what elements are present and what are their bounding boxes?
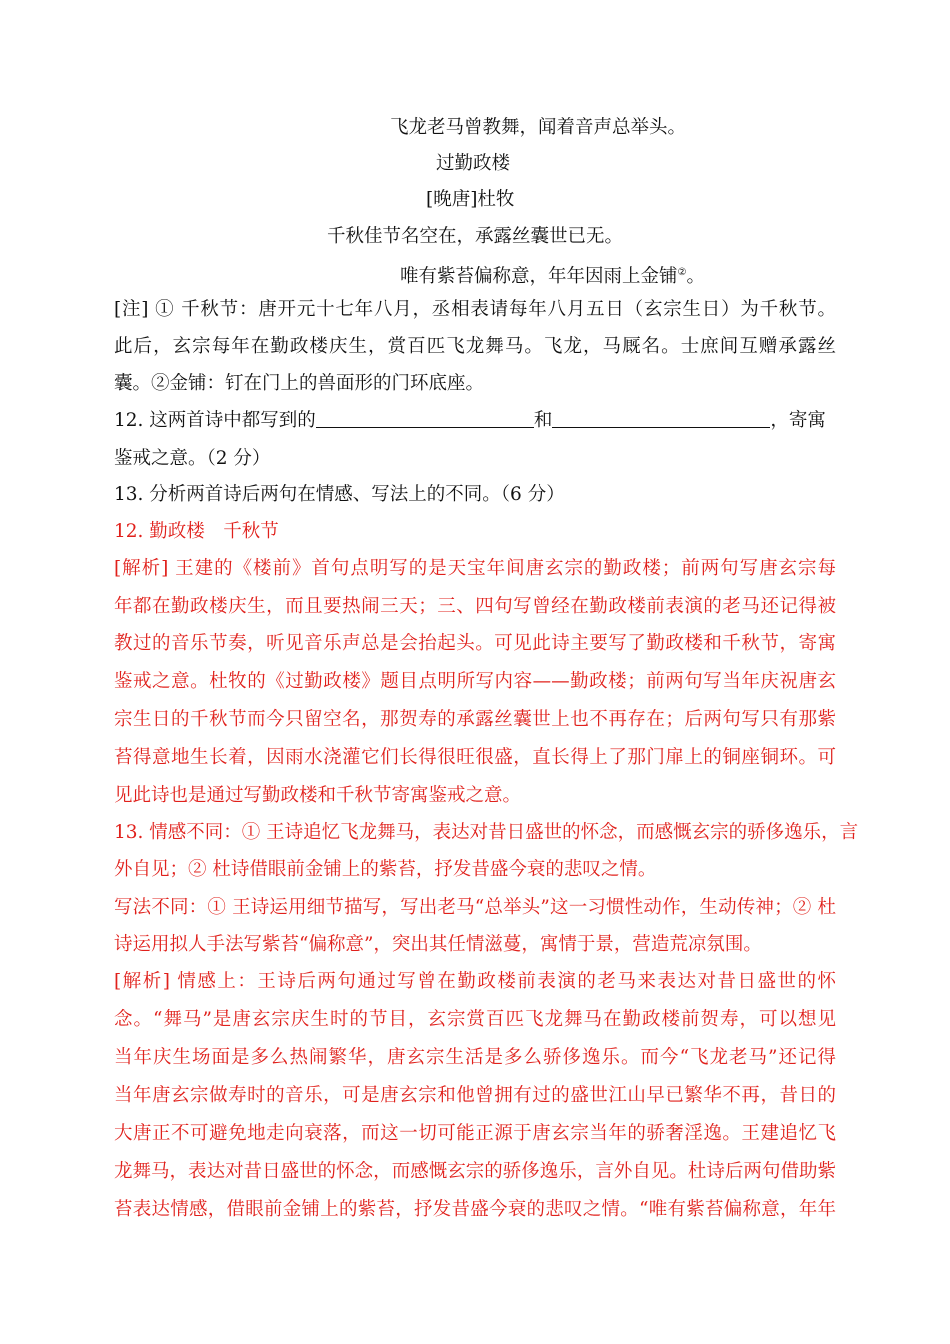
answer-line: 教过的音乐节奏，听见音乐声总是会抬起头。可见此诗主要写了勤政楼和千秋节，寄寓 [114,633,836,654]
poem2-line1: 千秋佳节名空在，承露丝囊世已无。 [327,226,624,247]
answer-line: 12. 勤政楼 千秋节 [114,521,279,542]
answer-line: [解析] 情感上：王诗后两句通过写曾在勤政楼前表演的老马来表达对昔日盛世的怀 [114,971,836,992]
answer-line: [解析] 王建的《楼前》首句点明写的是天宝年间唐玄宗的勤政楼；前两句写唐玄宗每 [114,558,836,579]
question-13: 13. 分析两首诗后两句在情感、写法上的不同。（6 分） [114,484,565,505]
answer-line: 外自见；② 杜诗借眼前金铺上的紫苔，抒发昔盛今衰的悲叹之情。 [114,859,657,880]
answer-line: 写法不同：① 王诗运用细节描写，写出老马“总举头”这一习惯性动作，生动传神；② 杜 [114,897,836,918]
answer-line: 鉴戒之意。杜牧的《过勤政楼》题目点明所写内容——勤政楼；前两句写当年庆祝唐玄 [114,671,836,692]
note-line: 此后，玄宗每年在勤政楼庆生，赏百匹飞龙舞马。飞龙，马厩名。士庶间互赠承露丝 [114,336,836,357]
answer-line: 苔表达情感，借眼前金铺上的紫苔，抒发昔盛今衰的悲叹之情。“唯有紫苔偏称意，年年 [114,1199,836,1220]
note-line: [注] ① 千秋节：唐开元十七年八月，丞相表请每年八月五日（玄宗生日）为千秋节。 [114,299,836,320]
q12-suffix: ，寄寓 [770,410,826,431]
answer-line: 大唐正不可避免地走向衰落，而这一切可能正源于唐玄宗当年的骄奢淫逸。王建追忆飞 [114,1123,836,1144]
answer-line: 宗生日的千秋节而今只留空名，那贺寿的承露丝囊世上也不再存在；后两句写只有那紫 [114,709,836,730]
q12-prefix: 12. 这两首诗中都写到的 [114,410,316,431]
answer-line: 当年唐玄宗做寿时的音乐，可是唐玄宗和他曾拥有过的盛世江山早已繁华不再，昔日的 [114,1085,836,1106]
poem2-line2-end: 。 [686,266,705,288]
answer-line: 13. 情感不同：① 王诗追忆飞龙舞马，表达对昔日盛世的怀念，而感慨玄宗的骄侈逸乐，言 [114,822,859,843]
question-12 [114,409,836,433]
answer-line: 诗运用拟人手法写紫苔“偏称意”，突出其任情滋蔓，寓情于景，营造荒凉氛围。 [114,934,762,955]
answer-line: 苔得意地生长着，因雨水浇灌它们长得很旺很盛，直长得上了那门扉上的铜座铜环。可 [114,747,836,768]
note-mark: ② [677,267,687,278]
poem2-author: [晚唐]杜牧 [426,189,515,210]
poem2-title: 过勤政楼 [436,153,511,174]
answer-line: 见此诗也是通过写勤政楼和千秋节寄寓鉴戒之意。 [114,785,522,806]
answer-line: 年都在勤政楼庆生，而且要热闹三天；三、四句写曾经在勤政楼前表演的老马还记得被 [114,596,836,617]
answer-line: 当年庆生场面是多么热闹繁华，唐玄宗生活是多么骄侈逸乐。而今“飞龙老马”还记得 [114,1047,836,1068]
answer-blank-1[interactable] [316,409,534,428]
question-12-line2: 鉴戒之意。（2 分） [114,448,271,469]
answer-blank-2[interactable] [552,409,770,428]
poem2-line2-text: 唯有紫苔偏称意，年年因雨上金铺 [400,266,678,288]
q12-mid: 和 [533,410,553,431]
note-line: 囊。②金铺：钉在门上的兽面形的门环底座。 [114,373,485,394]
answer-line: 念。“舞马”是唐玄宗庆生时的节目，玄宗赏百匹飞龙舞马在勤政楼前贺寿，可以想见 [114,1009,836,1030]
poem2-line2 [400,261,705,288]
answer-line: 龙舞马，表达对昔日盛世的怀念，而感慨玄宗的骄侈逸乐，言外自见。杜诗后两句借助紫 [114,1161,836,1182]
poem1-last-line: 飞龙老马曾教舞，闻着音声总举头。 [390,117,687,138]
